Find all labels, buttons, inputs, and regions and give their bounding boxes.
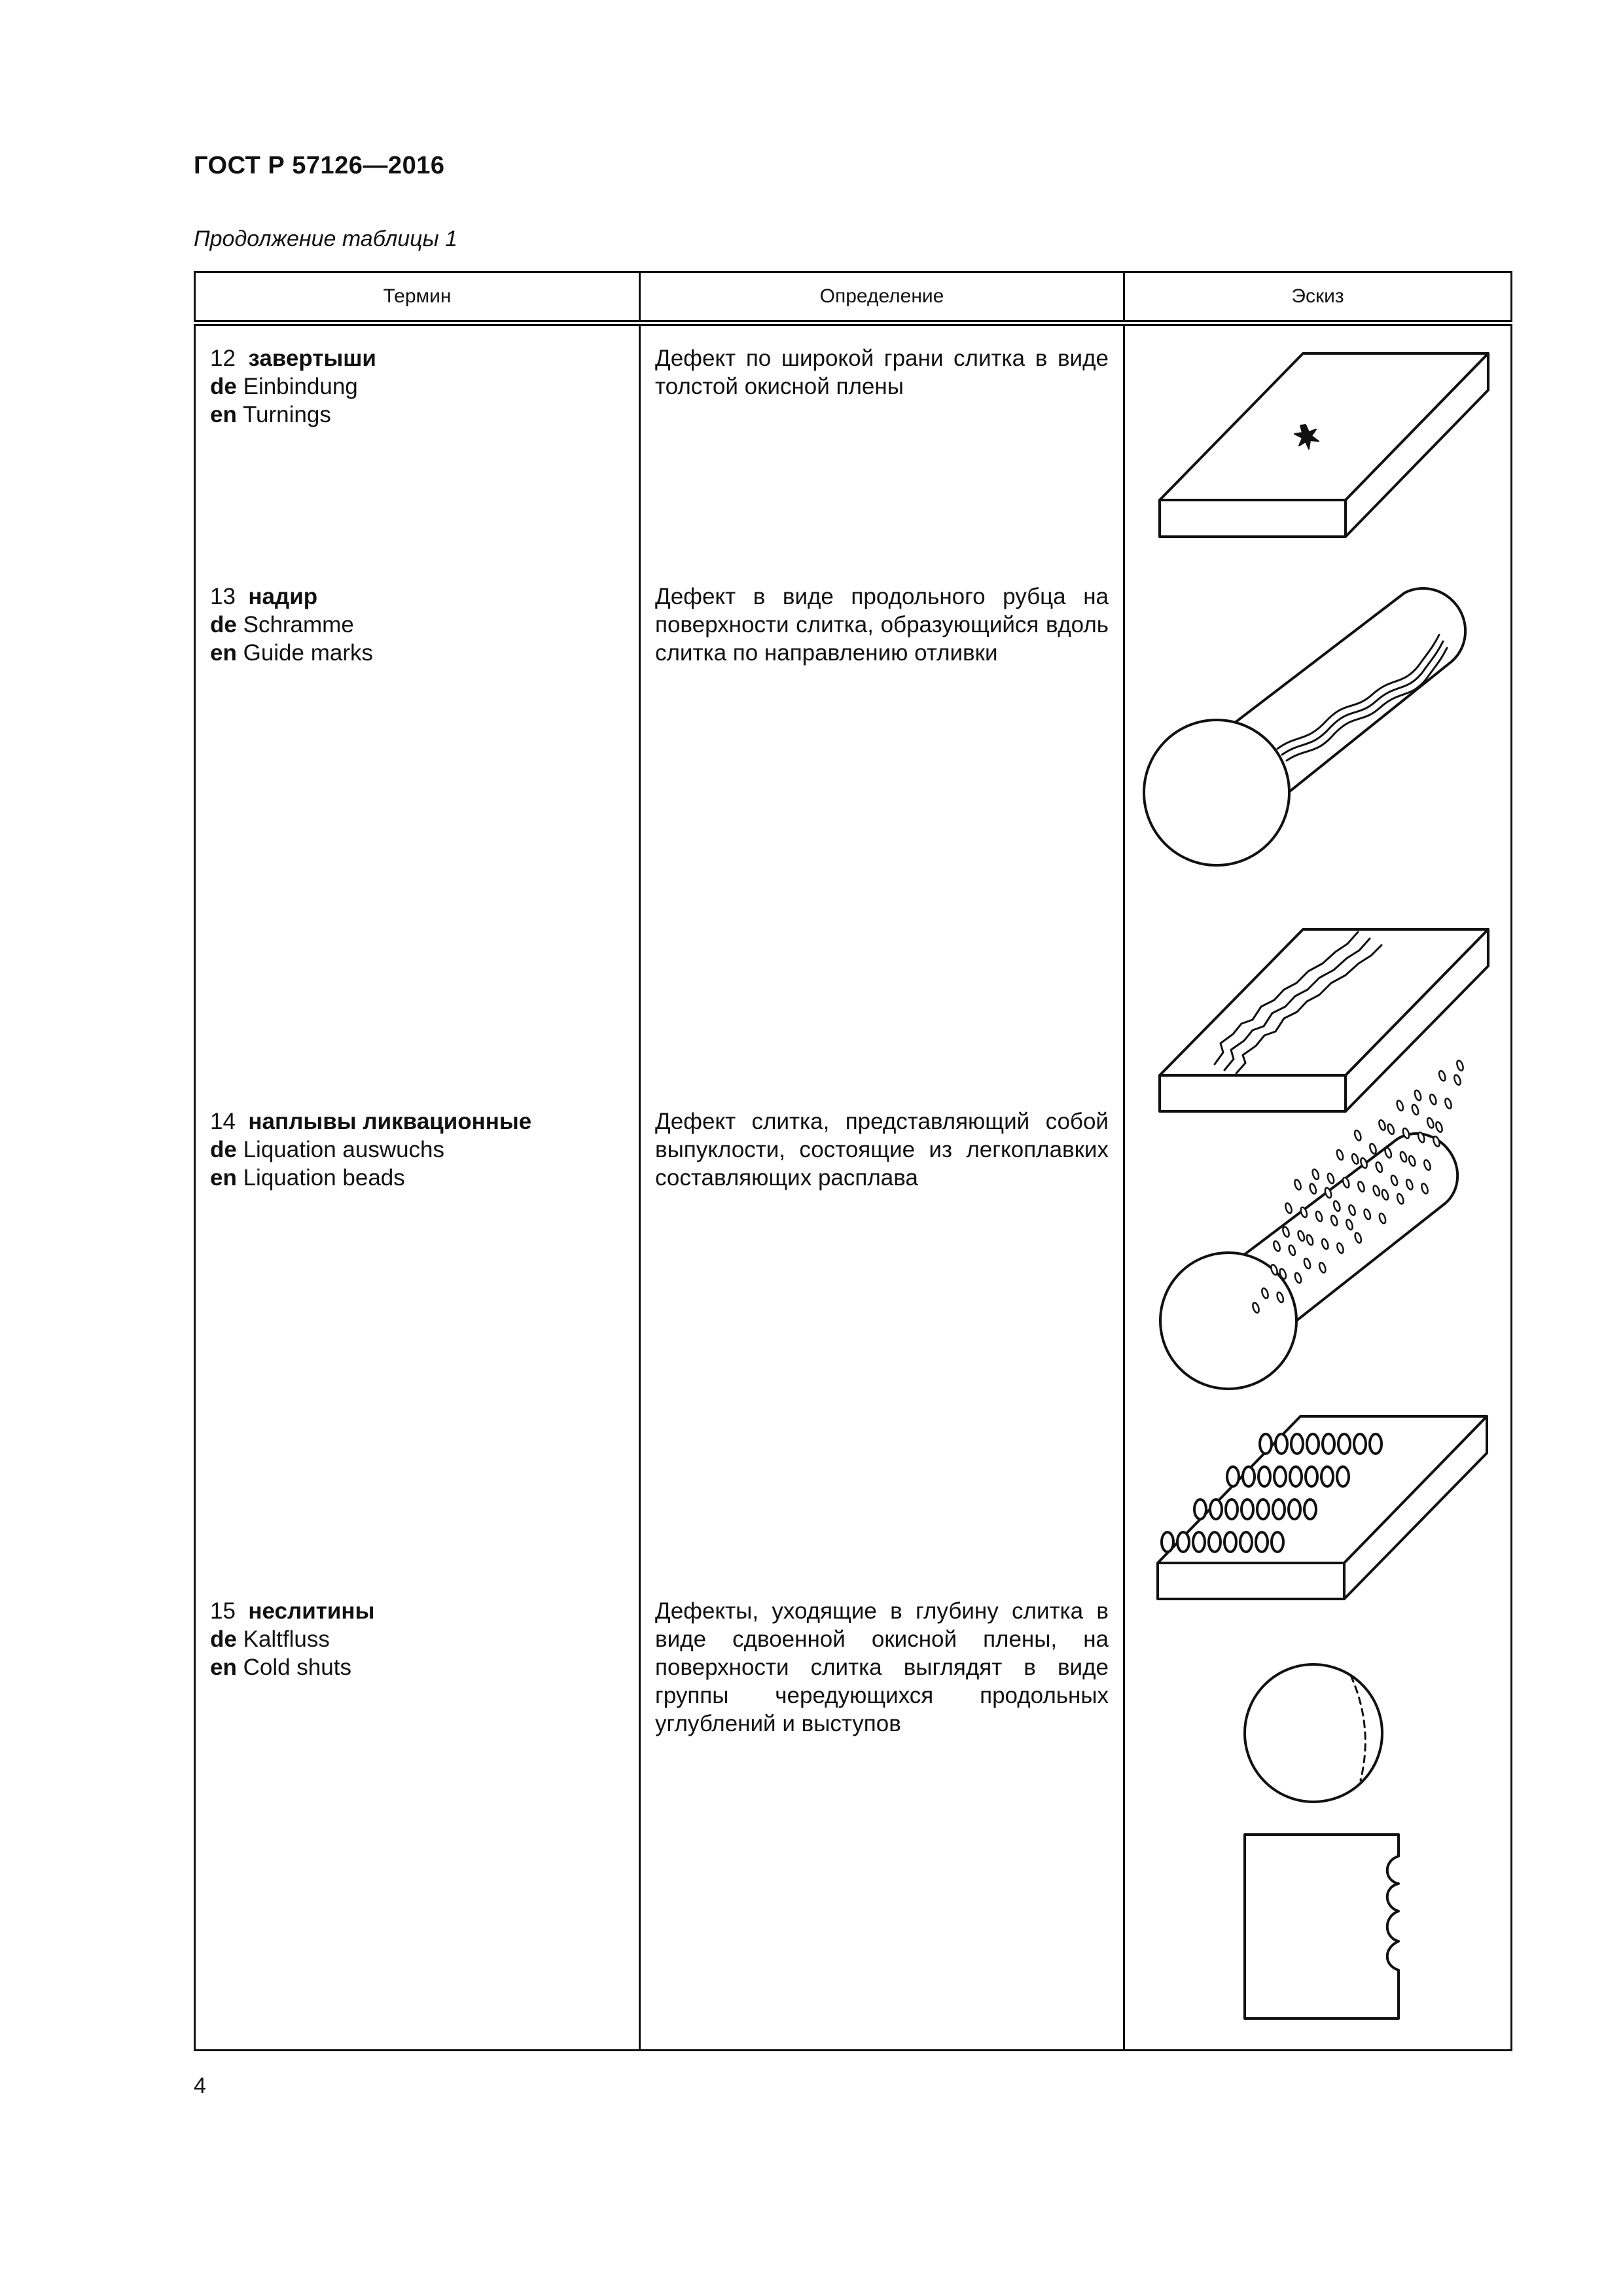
term-number: 12 (210, 346, 236, 371)
term-english: Cold shuts (243, 1655, 351, 1680)
term-english: Turnings (242, 402, 331, 427)
lang-label-de: de (210, 1137, 237, 1162)
table-row (195, 323, 1512, 2051)
terms-table (194, 271, 1512, 2051)
slab-with-scars-icon (1160, 929, 1488, 1111)
term-entry-12 (210, 326, 624, 564)
bead-mark (1290, 1467, 1302, 1486)
term-entry-15 (210, 1579, 624, 1817)
slab-with-beads-icon (1158, 1416, 1487, 1599)
bead-mark (1289, 1499, 1300, 1519)
bead-mark (1294, 1179, 1302, 1191)
bead-mark (1210, 1499, 1222, 1519)
bead-mark (1177, 1532, 1189, 1552)
bead-mark (1193, 1532, 1205, 1552)
column-header-term: Термин (195, 272, 640, 323)
bead-mark (1209, 1532, 1221, 1552)
ingot-slab-with-spot-icon (1160, 353, 1488, 537)
lang-label-en: en (210, 640, 237, 666)
bead-mark (1429, 1094, 1437, 1105)
bead-mark (1257, 1499, 1269, 1519)
definition-column-cell (640, 323, 1124, 2051)
bead-mark (1258, 1467, 1270, 1486)
term-name: завертыши (248, 346, 376, 371)
bead-mark (1226, 1499, 1238, 1519)
bead-mark (1311, 1168, 1320, 1180)
bead-mark (1411, 1104, 1419, 1116)
definition-text: Дефекты, уходящие в глубину слитка в виде сдвоенной окисной плены, на поверхности слитка выглядят в виде группы чередующихся продольных углублений и выступов (655, 1598, 1109, 1736)
term-german: Liquation auswuchs (243, 1137, 445, 1162)
term-name: неслитины (248, 1598, 375, 1624)
bead-mark (1354, 1434, 1366, 1454)
bead-mark (1337, 1467, 1349, 1486)
bead-mark (1438, 1070, 1446, 1082)
term-name: наплывы ликвационные (248, 1109, 532, 1134)
bead-mark (1260, 1434, 1272, 1454)
bead-mark (1327, 1173, 1335, 1185)
bead-mark (1240, 1532, 1252, 1552)
bead-mark (1369, 1143, 1378, 1155)
term-german: Kaltfluss (243, 1626, 330, 1652)
bead-mark (1370, 1434, 1382, 1454)
term-english: Liquation beads (243, 1165, 405, 1191)
bead-mark (1414, 1090, 1422, 1102)
lang-label-de: de (210, 1626, 237, 1652)
bead-mark (1285, 1202, 1293, 1214)
bead-mark (1306, 1467, 1317, 1486)
bead-mark (1321, 1467, 1333, 1486)
lang-label-de: de (210, 374, 237, 399)
bead-mark (1309, 1183, 1317, 1194)
cylinder-with-scars-icon (1144, 588, 1465, 865)
term-number: 15 (210, 1598, 236, 1624)
bead-mark (1256, 1532, 1268, 1552)
table-header-row (195, 272, 1512, 323)
bead-mark (1307, 1434, 1319, 1454)
bead-mark (1336, 1149, 1344, 1161)
lang-label-en: en (210, 1165, 237, 1191)
term-name: надир (248, 584, 318, 609)
bead-mark (1435, 1121, 1444, 1133)
bead-mark (1396, 1100, 1404, 1111)
term-english: Guide marks (243, 640, 373, 666)
term-number: 13 (210, 584, 236, 609)
definition-text: Дефект в виде продольного рубца на поверхности слитка, образующийся вдоль слитка по направлению отливки (655, 584, 1109, 666)
document-header: ГОСТ Р 57126—2016 (194, 152, 445, 179)
bead-mark (1387, 1123, 1395, 1135)
term-entry-14 (210, 1089, 624, 1579)
bead-mark (1194, 1499, 1206, 1519)
sketch-drawings (1125, 326, 1512, 2054)
bead-mark (1454, 1074, 1462, 1086)
bead-mark (1162, 1532, 1173, 1552)
definition-text: Дефект по широкой грани слитка в виде толстой окисной плены (655, 346, 1109, 399)
bead-mark (1243, 1467, 1255, 1486)
lang-label-de: de (210, 612, 237, 637)
sketch-column-cell (1124, 323, 1512, 2051)
lang-label-en: en (210, 1655, 237, 1680)
term-entry-13 (210, 564, 624, 1089)
notched-section-icon (1245, 1835, 1399, 2018)
bead-mark (1224, 1532, 1236, 1552)
column-header-sketch: Эскиз (1124, 272, 1512, 323)
lang-label-en: en (210, 402, 237, 427)
page-number: 4 (194, 2073, 206, 2098)
term-german: Schramme (243, 612, 354, 637)
bead-mark (1378, 1119, 1387, 1131)
bead-mark (1456, 1060, 1465, 1071)
term-german: Einbindung (243, 374, 358, 399)
definition-text: Дефект слитка, представляющий собой выпуклости, состоящие из легкоплавких составляющих расплава (655, 1109, 1109, 1191)
bead-mark (1275, 1434, 1287, 1454)
bead-mark (1444, 1098, 1453, 1109)
bead-mark (1426, 1117, 1435, 1129)
bead-mark (1272, 1532, 1283, 1552)
term-number: 14 (210, 1109, 236, 1134)
bead-mark (1227, 1467, 1239, 1486)
circle-cross-section-icon (1245, 1664, 1382, 1802)
bead-mark (1274, 1467, 1286, 1486)
bead-mark (1353, 1130, 1362, 1141)
table-continuation-caption: Продолжение таблицы 1 (194, 226, 457, 251)
bead-mark (1304, 1499, 1316, 1519)
bead-mark (1241, 1499, 1253, 1519)
bead-mark (1291, 1434, 1303, 1454)
bead-mark (1323, 1434, 1334, 1454)
column-header-definition: Определение (640, 272, 1124, 323)
term-column-cell (195, 323, 640, 2051)
bead-mark (1351, 1153, 1359, 1165)
bead-mark (1273, 1499, 1285, 1519)
bead-mark (1338, 1434, 1350, 1454)
